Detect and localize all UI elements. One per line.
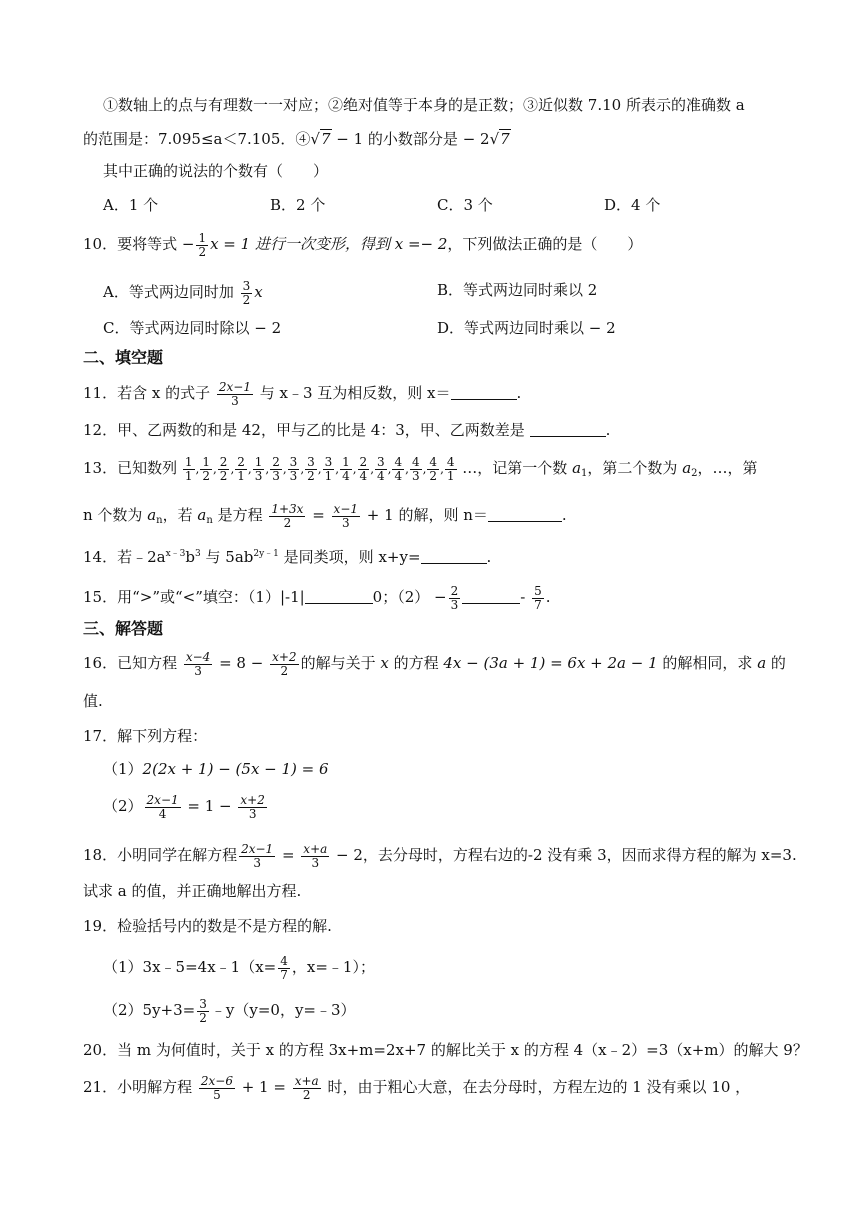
q18-line2: 试求 a 的值，并正确地解出方程. — [83, 882, 302, 900]
sequence-fraction: $\frac{1}{4}$ — [342, 455, 350, 483]
q14-answer-blank[interactable] — [421, 549, 487, 564]
sequence-fraction: $\frac{4}{1}$ — [446, 455, 455, 483]
q9-option-d: D．4 个 — [604, 196, 661, 214]
sequence-fraction: $\frac{4}{3}$ — [411, 455, 420, 483]
sequence-fraction: $\frac{2}{4}$ — [359, 455, 368, 483]
section-solve-heading: 三、解答题 — [83, 619, 164, 638]
q10-option-d: D．等式两边同时乘以 − 2 — [437, 319, 616, 337]
q10-pre: 10．要将等式 − — [83, 235, 195, 254]
sequence-fraction: $\frac{1}{1}$ — [184, 455, 193, 483]
q12: 12．甲、乙两数的和是 42，甲与乙的比是 4：3，甲、乙两数差是 . — [83, 421, 611, 439]
q20: 20．当 m 为何值时，关于 x 的方程 3x+m=2x+7 的解比关于 x 的方程 4（x﹣2）=3（x+m）的解大 9？ — [83, 1041, 808, 1059]
q10-option-a: A．等式两边同时加 $\frac{3}{2}$ x — [103, 279, 263, 307]
q10-stem — [83, 232, 642, 258]
sequence-fraction: $\frac{4}{4}$ — [394, 455, 403, 483]
q13-line1: 13．已知数列 $\frac{1}{1}$ , $\frac{1}{2}$ , $\frac{2}{2}$ , $\frac{2}{1}$ , $\frac{1}{3}$ , $\frac{2}{3}$ , $\frac{3}{3}$ , $\frac{3}{2}$ , $\frac{3}{1}$ , $\frac{1}{4}$ , $\frac{2}{4}$ , $\frac{3}{4}$ , $\frac{4}{4}$ , $\frac{4}{3}$ , $\frac{4}{2}$ , $\frac{4}{1}$ …，记第一个数 $a_1$，第二个数为 $a_2$，…，第 — [83, 455, 758, 483]
q9-sqrt-arg: 7 — [320, 130, 331, 148]
q13-sequence: $\frac{1}{1}$ , $\frac{1}{2}$ , $\frac{2}{2}$ , $\frac{2}{1}$ , $\frac{1}{3}$ , $\frac{2}{3}$ , $\frac{3}{3}$ , $\frac{3}{2}$ , $\frac{3}{1}$ , $\frac{1}{4}$ , $\frac{2}{4}$ , $\frac{3}{4}$ , $\frac{4}{4}$ , $\frac{4}{3}$ , $\frac{4}{2}$ , $\frac{4}{1}$ — [184, 455, 455, 483]
q9-option-c: C．3 个 — [437, 196, 493, 214]
sequence-fraction: $\frac{3}{3}$ — [289, 455, 298, 483]
section-fill-blank-heading: 二、填空题 — [83, 348, 164, 367]
q10-option-b: B．等式两边同时乘以 2 — [437, 281, 598, 299]
q13-answer-blank[interactable] — [488, 507, 562, 522]
q16-line2: 值. — [83, 692, 103, 710]
q17-part2: （2） $\frac{2x-1}{4}$ = 1 − $\frac{x+2}{3}$ — [103, 793, 265, 821]
sequence-fraction: $\frac{1}{2}$ — [202, 455, 210, 483]
q17-part1: （1）2(2x + 1) − (5x − 1) = 6 — [103, 760, 329, 778]
q10-fraction: $\frac{1}{2}$ — [198, 231, 207, 259]
sequence-fraction: $\frac{2}{3}$ — [272, 455, 280, 483]
q9-line1 — [103, 96, 745, 114]
sequence-fraction: $\frac{2}{2}$ — [219, 455, 228, 483]
q19-part1: （1）3x﹣5=4x﹣1（x= $\frac{4}{7}$ ，x=﹣1）； — [103, 954, 375, 982]
sequence-fraction: $\frac{2}{1}$ — [237, 455, 245, 483]
q12-answer-blank[interactable] — [530, 422, 606, 437]
q11-answer-blank[interactable] — [451, 385, 517, 400]
q10-result: x =− 2 — [394, 235, 448, 254]
sequence-fraction: $\frac{3}{1}$ — [324, 455, 333, 483]
q11: 11．若含 x 的式子 $\frac{2x-1}{3}$ 与 x﹣3 互为相反数，则 x＝ . — [83, 380, 522, 408]
q19-title: 19．检验括号内的数是不是方程的解. — [83, 917, 332, 935]
q19-part2: （2）5y+3= $\frac{3}{2}$ ﹣y（y=0，y=﹣3） — [103, 997, 356, 1025]
q16-line1: 16．已知方程 $\frac{x-4}{3}$ = 8 − $\frac{x+2}{2}$ 的解与关于 x 的方程 4x − (3a + 1) = 6x + 2a − 1 的解相同，求 a 的 — [83, 650, 786, 678]
q9-sqrt-arg-2: 7 — [500, 130, 510, 148]
q15-blank-1[interactable] — [305, 589, 373, 604]
q10-option-c: C．等式两边同时除以 − 2 — [103, 319, 282, 337]
q14: 14．若$﹣2a^{x﹣3}b^3$ 与 $5ab^{2y﹣1}$ 是同类项，则 x+y= . — [83, 548, 492, 566]
q15: 15．用“>”或“<”填空：（1）|-1| 0；（2） − $\frac{2}{3}$ - $\frac{5}{7}$ . — [83, 584, 551, 612]
q10-equation: x = 1 进行一次变形，得到 — [210, 235, 395, 254]
sequence-fraction: $\frac{3}{2}$ — [307, 455, 315, 483]
q21-line1: 21．小明解方程 $\frac{2x-6}{5}$ + 1 = $\frac{x+a}{2}$ 时，由于粗心大意，在去分母时，方程左边的 1 没有乘以 10 ， — [83, 1074, 751, 1102]
q13-line2: n 个数为 $a_n$，若 $a_n$ 是方程 $\frac{1+3x}{2}$ = $\frac{x-1}{3}$ + 1 的解，则 n＝ . — [83, 502, 567, 530]
q9-line2: 的范围是：7.095≤a＜7.105．④√7 − 1 的小数部分是 − 2√7 — [83, 130, 510, 148]
sequence-fraction: $\frac{3}{4}$ — [377, 455, 385, 483]
q9-option-a: A．1 个 — [103, 196, 159, 214]
q9-decimal-text: − 1 的小数部分是 − 2 — [331, 130, 490, 148]
q9-option-b: B．2 个 — [270, 196, 326, 214]
sequence-fraction: $\frac{1}{3}$ — [254, 455, 263, 483]
q17-title: 17．解下列方程： — [83, 727, 208, 745]
sequence-fraction: $\frac{4}{2}$ — [429, 455, 438, 483]
q9-prompt: 其中正确的说法的个数有（ ） — [103, 162, 329, 180]
q9-range-text: 的范围是：7.095≤a＜7.105．④ — [83, 130, 311, 148]
q18-line1: 18．小明同学在解方程 $\frac{2x-1}{3}$ = $\frac{x+a}{3}$ − 2，去分母时，方程右边的-2 没有乘 3，因而求得方程的解为 x=3. — [83, 842, 797, 870]
q10-post: ，下列做法正确的是（ ） — [447, 235, 643, 254]
q9-statements-text: ①数轴上的点与有理数一一对应；②绝对值等于本身的是正数；③近似数 7.10 所表示的准确数 a — [103, 96, 745, 114]
q15-blank-2[interactable] — [462, 589, 520, 604]
